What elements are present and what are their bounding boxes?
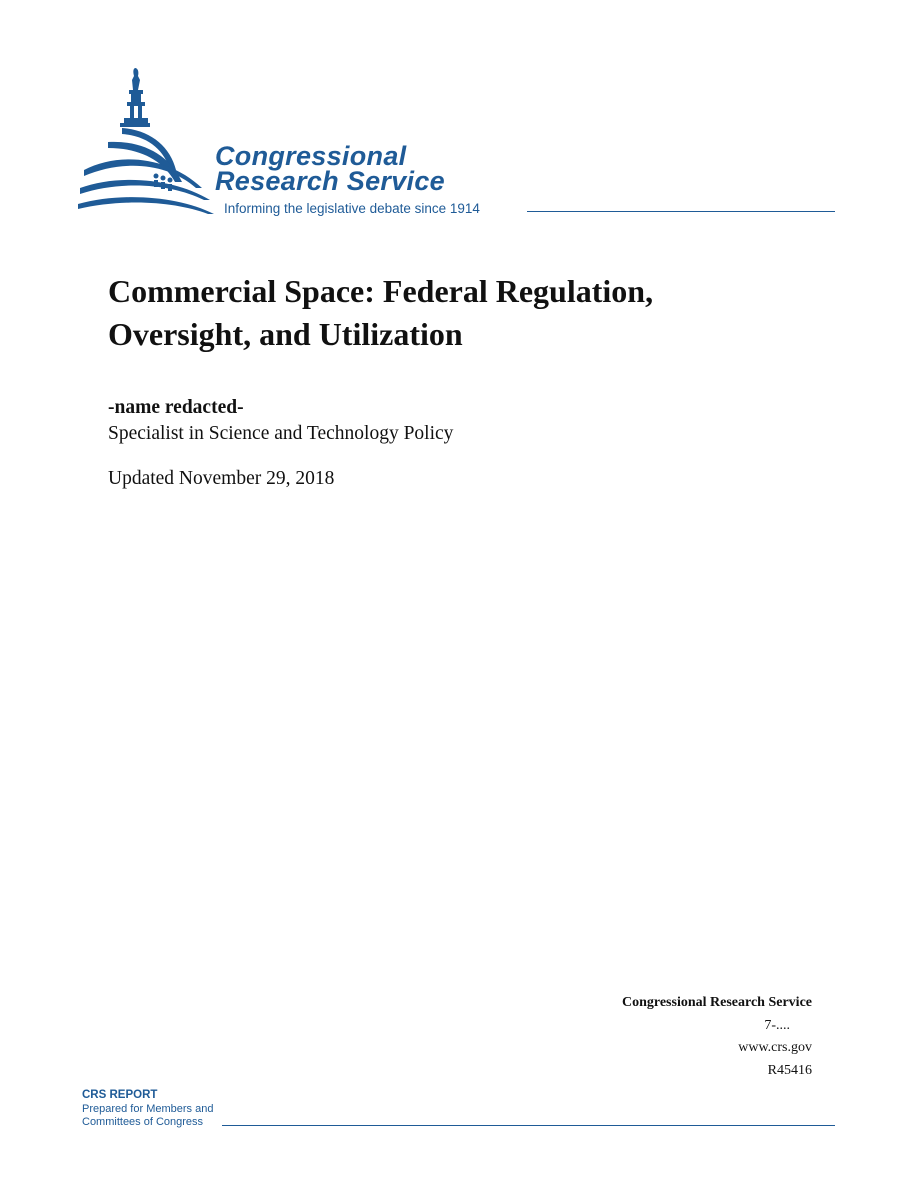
crs-logo xyxy=(78,66,838,226)
logo-tagline: Informing the legislative debate since 1914 xyxy=(224,201,480,216)
logo-wordmark xyxy=(215,141,445,196)
publisher-phone: 7-.... xyxy=(764,1017,790,1033)
report-title-line2: Oversight, and Utilization xyxy=(108,316,463,352)
capitol-dome-icon xyxy=(78,66,218,216)
logo-name-line1: Congressional xyxy=(215,141,407,171)
report-title xyxy=(108,270,808,356)
footer-line1: Prepared for Members and xyxy=(82,1102,214,1115)
author-block xyxy=(108,395,453,447)
author-name: -name redacted- xyxy=(108,397,244,418)
footer-crs-report: CRS REPORT xyxy=(82,1089,158,1101)
report-title-line1: Commercial Space: Federal Regulation, xyxy=(108,273,654,309)
footer-line2: Committees of Congress xyxy=(82,1116,204,1128)
logo-divider xyxy=(527,211,835,212)
publisher-website: www.crs.gov xyxy=(738,1040,812,1055)
logo-name-line2: Research Service xyxy=(215,166,445,196)
footer-divider xyxy=(222,1125,835,1126)
report-date: Updated November 29, 2018 xyxy=(108,468,335,489)
footer-report-label xyxy=(82,1089,213,1130)
author-role: Specialist in Science and Technology Policy xyxy=(108,423,454,444)
publisher-block xyxy=(622,992,812,1082)
report-number: R45416 xyxy=(767,1062,812,1078)
publisher-org: Congressional Research Service xyxy=(621,995,812,1010)
